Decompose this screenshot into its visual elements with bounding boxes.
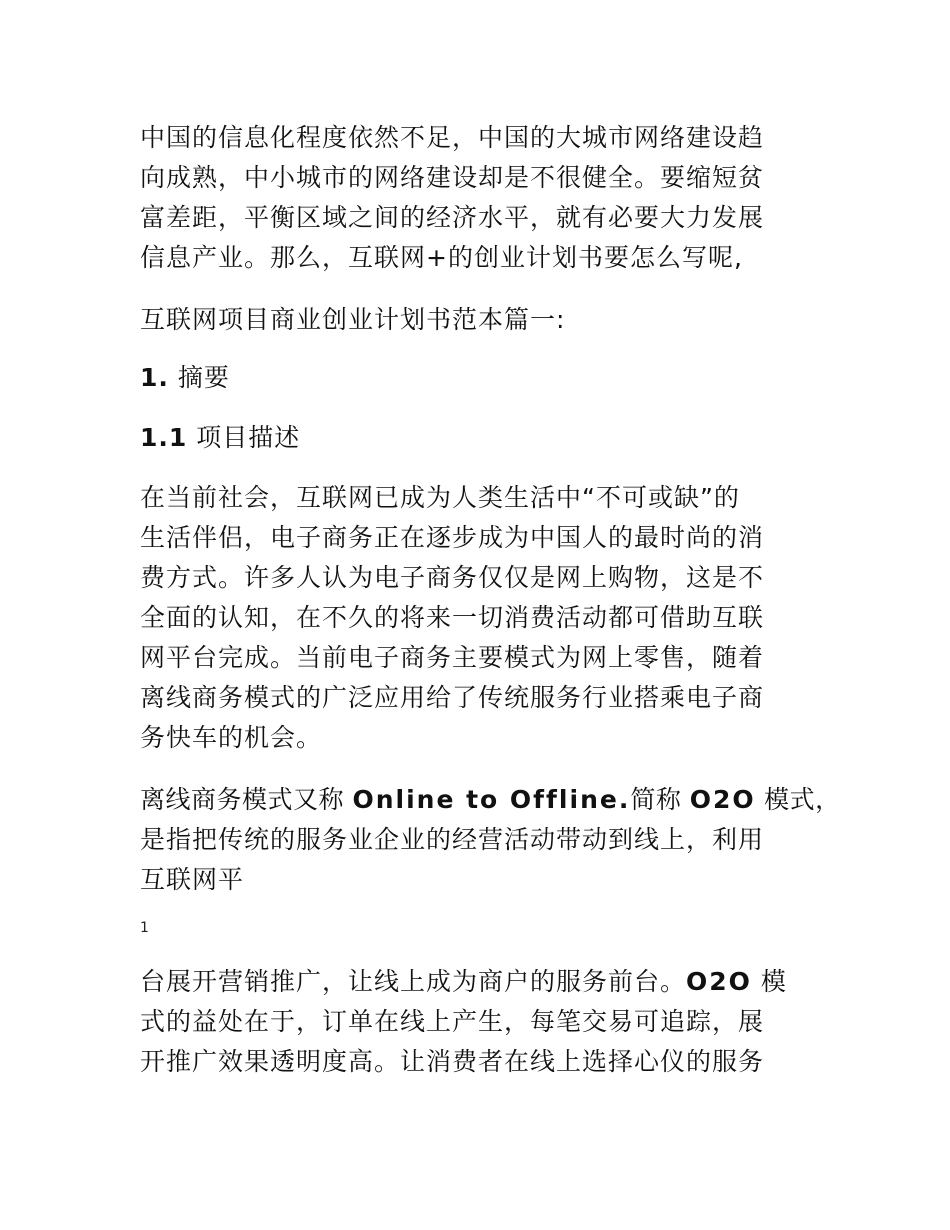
para1-line-4: 全面的认知，在不久的将来一切消费活动都可借助互联 <box>140 603 765 632</box>
section-1-1-heading <box>140 418 300 458</box>
para3-o2o-term: O2O <box>686 967 752 996</box>
para2-line-1 <box>140 780 841 820</box>
section-1-1-number: 1.1 <box>140 423 188 452</box>
page-number: 1 <box>140 920 149 936</box>
section-1-1-title: 项目描述 <box>196 423 301 452</box>
para2-line-1-suffix: 模式， <box>755 785 841 814</box>
section-1-heading <box>140 358 230 398</box>
para2-line-1-mid: 简称 <box>630 785 690 814</box>
para3-line-3: 开推广效果透明度高。让消费者在线上选择心仪的服务 <box>140 1047 765 1076</box>
para3-line-2: 式的益处在于，订单在线上产生，每笔交易可追踪，展 <box>140 1007 765 1036</box>
para2-line-1-prefix: 离线商务模式又称 <box>140 785 353 814</box>
intro-line-4: 信息产业。那么，互联网+的创业计划书要怎么写呢, <box>140 243 743 272</box>
para3-line-1-suffix: 模 <box>751 967 787 996</box>
para2-latin-term: Online to Offline. <box>352 785 631 814</box>
intro-line-1: 中国的信息化程度依然不足，中国的大城市网络建设趋 <box>140 123 765 152</box>
para3-line-1 <box>140 962 787 1002</box>
para2-o2o-term: O2O <box>689 785 756 814</box>
para1-line-1: 在当前社会，互联网已成为人类生活中“不可或缺”的 <box>140 483 740 512</box>
intro-line-3: 富差距，平衡区域之间的经济水平，就有必要大力发展 <box>140 203 765 232</box>
section-1-title: 摘要 <box>177 363 230 392</box>
sample-title: 互联网项目商业创业计划书范本篇一: <box>140 305 566 334</box>
para1-line-7: 务快车的机会。 <box>140 723 323 752</box>
para1-line-3: 费方式。许多人认为电子商务仅仅是网上购物，这是不 <box>140 563 765 592</box>
para1-line-6: 离线商务模式的广泛应用给了传统服务行业搭乘电子商 <box>140 683 765 712</box>
para1-line-2: 生活伴侣，电子商务正在逐步成为中国人的最时尚的消 <box>140 523 765 552</box>
para3-line-1-prefix: 台展开营销推广，让线上成为商户的服务前台。 <box>140 967 687 996</box>
para1-line-5: 网平台完成。当前电子商务主要模式为网上零售，随着 <box>140 643 765 672</box>
para2-line-3: 互联网平 <box>140 865 245 894</box>
intro-line-2: 向成熟，中小城市的网络建设却是不很健全。要缩短贫 <box>140 163 765 192</box>
section-1-number: 1. <box>140 363 169 392</box>
para2-line-2: 是指把传统的服务业企业的经营活动带动到线上，利用 <box>140 825 765 854</box>
